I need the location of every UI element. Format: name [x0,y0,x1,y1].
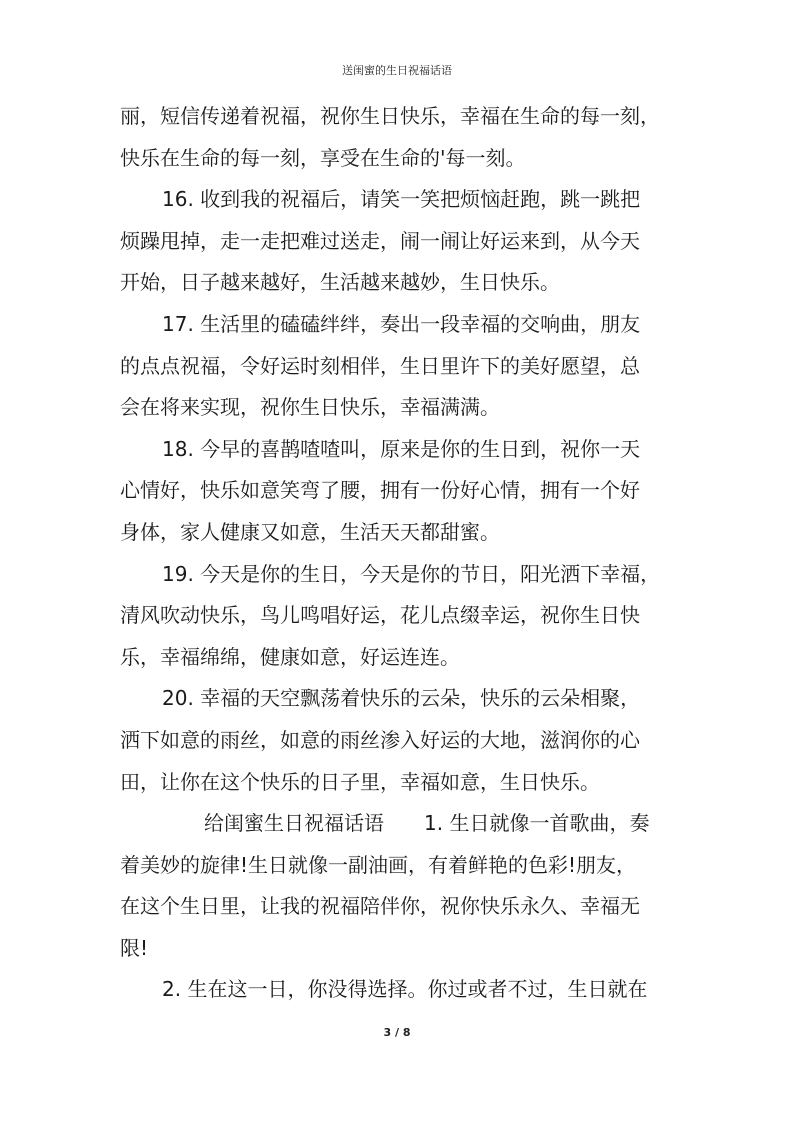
text-line: 限! [120,935,149,960]
text-line: 开始，日子越来越好，生活越来越妙，生日快乐。 [120,270,560,295]
paragraph-start-2: 2. 生在这一日，你没得选择。你过或者不过，生日就在 [162,977,648,1002]
text-line: 在这个生日里，让我的祝福陪伴你，祝你快乐永久、幸福无 [120,894,640,919]
paragraph-start-19: 19. 今天是你的生日，今天是你的节日，阳光洒下幸福， [162,561,661,586]
text-line: 洒下如意的雨丝，如意的雨丝渗入好运的大地，滋润你的心 [120,727,640,752]
document-body [120,96,680,1011]
text-line: 烦躁甩掉，走一走把难过送走，闹一闹让好运来到，从今天 [120,228,640,253]
text-line: 丽，短信传递着祝福，祝你生日快乐，幸福在生命的每一刻， [120,104,660,128]
section-heading-line: 给闺蜜生日祝福话语 1. 生日就像一首歌曲，奏 [204,811,650,836]
paragraph-start-20: 20. 幸福的天空飘荡着快乐的云朵，快乐的云朵相聚， [162,686,641,711]
text-line: 身体，家人健康又如意，生活天天都甜蜜。 [120,519,500,544]
text-line: 着美妙的旋律!生日就像一副油画，有着鲜艳的色彩!朋友， [120,852,637,877]
text-line: 快乐在生命的每一刻，享受在生命的'每一刻。 [120,145,526,170]
text-line: 清风吹动快乐，鸟儿鸣唱好运，花儿点缀幸运，祝你生日快 [120,603,640,628]
text-line: 会在将来实现，祝你生日快乐，幸福满满。 [120,395,500,420]
paragraph-start-17: 17. 生活里的磕磕绊绊，奏出一段幸福的交响曲，朋友 [162,311,641,336]
text-line: 的点点祝福，令好运时刻相伴，生日里许下的美好愿望，总 [120,353,640,378]
text-line: 心情好，快乐如意笑弯了腰，拥有一份好心情，拥有一个好 [120,478,640,503]
paragraph-start-18: 18. 今早的喜鹊喳喳叫，原来是你的生日到，祝你一天 [162,436,641,461]
page-header: 送闺蜜的生日祝福话语 [342,64,452,77]
paragraph-start-16: 16. 收到我的祝福后，请笑一笑把烦恼赶跑，跳一跳把 [162,187,641,212]
text-line: 田，让你在这个快乐的日子里，幸福如意，生日快乐。 [120,769,600,794]
text-line: 乐，幸福绵绵，健康如意，好运连连。 [120,644,460,669]
page-number: 3 / 8 [383,1026,411,1039]
